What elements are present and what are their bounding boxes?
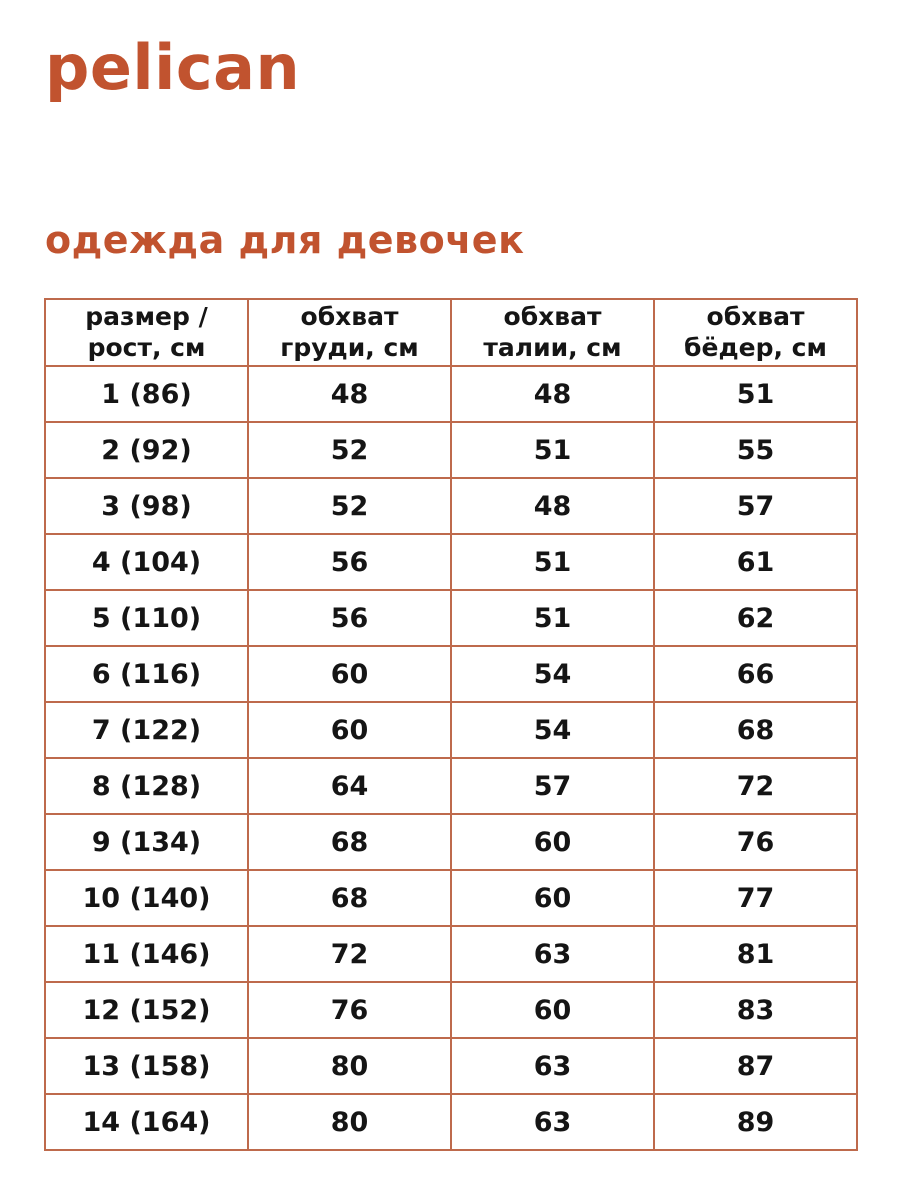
- size-height-cell: 1 (86): [45, 366, 248, 422]
- measurement-cell: 51: [654, 366, 857, 422]
- size-height-cell: 7 (122): [45, 702, 248, 758]
- table-row: [45, 1038, 857, 1094]
- measurement-cell: 57: [654, 478, 857, 534]
- measurement-cell: 54: [451, 702, 654, 758]
- header-line: талии, см: [483, 332, 622, 362]
- size-height-cell: 4 (104): [45, 534, 248, 590]
- measurement-cell: 68: [654, 702, 857, 758]
- table-row: [45, 422, 857, 478]
- table-row: [45, 534, 857, 590]
- header-line: рост, см: [87, 332, 206, 362]
- table-row: [45, 870, 857, 926]
- measurement-cell: 63: [451, 926, 654, 982]
- measurement-cell: 57: [451, 758, 654, 814]
- measurement-cell: 60: [451, 870, 654, 926]
- size-table-body: [45, 366, 857, 1150]
- measurement-cell: 72: [248, 926, 451, 982]
- table-row: [45, 478, 857, 534]
- measurement-cell: 68: [248, 870, 451, 926]
- size-height-cell: 6 (116): [45, 646, 248, 702]
- header-line: обхват: [706, 302, 805, 331]
- measurement-cell: 52: [248, 478, 451, 534]
- measurement-cell: 56: [248, 590, 451, 646]
- header-hips: [654, 299, 857, 366]
- measurement-cell: 80: [248, 1038, 451, 1094]
- header-line: бёдер, см: [684, 332, 827, 362]
- measurement-cell: 68: [248, 814, 451, 870]
- measurement-cell: 80: [248, 1094, 451, 1150]
- page-title: одежда для девочек: [45, 218, 525, 262]
- measurement-cell: 64: [248, 758, 451, 814]
- measurement-cell: 76: [654, 814, 857, 870]
- header-line: размер /: [85, 302, 208, 331]
- table-row: [45, 814, 857, 870]
- size-height-cell: 10 (140): [45, 870, 248, 926]
- measurement-cell: 77: [654, 870, 857, 926]
- table-row: [45, 366, 857, 422]
- measurement-cell: 51: [451, 590, 654, 646]
- measurement-cell: 60: [451, 814, 654, 870]
- measurement-cell: 76: [248, 982, 451, 1038]
- measurement-cell: 89: [654, 1094, 857, 1150]
- measurement-cell: 72: [654, 758, 857, 814]
- measurement-cell: 63: [451, 1038, 654, 1094]
- measurement-cell: 66: [654, 646, 857, 702]
- measurement-cell: 63: [451, 1094, 654, 1150]
- size-height-cell: 3 (98): [45, 478, 248, 534]
- measurement-cell: 60: [248, 702, 451, 758]
- table-row: [45, 926, 857, 982]
- header-line: обхват: [300, 302, 399, 331]
- header-waist: [451, 299, 654, 366]
- measurement-cell: 61: [654, 534, 857, 590]
- size-height-cell: 8 (128): [45, 758, 248, 814]
- measurement-cell: 87: [654, 1038, 857, 1094]
- size-height-cell: 9 (134): [45, 814, 248, 870]
- header-size-height: [45, 299, 248, 366]
- measurement-cell: 60: [451, 982, 654, 1038]
- table-row: [45, 982, 857, 1038]
- measurement-cell: 60: [248, 646, 451, 702]
- measurement-cell: 51: [451, 422, 654, 478]
- measurement-cell: 48: [451, 366, 654, 422]
- table-row: [45, 590, 857, 646]
- table-header-row: [45, 299, 857, 366]
- measurement-cell: 56: [248, 534, 451, 590]
- header-line: обхват: [503, 302, 602, 331]
- measurement-cell: 48: [451, 478, 654, 534]
- header-chest: [248, 299, 451, 366]
- measurement-cell: 54: [451, 646, 654, 702]
- size-height-cell: 2 (92): [45, 422, 248, 478]
- size-height-cell: 12 (152): [45, 982, 248, 1038]
- measurement-cell: 52: [248, 422, 451, 478]
- table-row: [45, 646, 857, 702]
- measurement-cell: 48: [248, 366, 451, 422]
- table-row: [45, 758, 857, 814]
- measurement-cell: 81: [654, 926, 857, 982]
- size-height-cell: 13 (158): [45, 1038, 248, 1094]
- pelican-logo: pelican: [45, 31, 301, 104]
- measurement-cell: 83: [654, 982, 857, 1038]
- table-row: [45, 702, 857, 758]
- measurement-cell: 62: [654, 590, 857, 646]
- table-row: [45, 1094, 857, 1150]
- size-height-cell: 14 (164): [45, 1094, 248, 1150]
- size-table: [44, 298, 858, 1151]
- size-height-cell: 5 (110): [45, 590, 248, 646]
- measurement-cell: 51: [451, 534, 654, 590]
- measurement-cell: 55: [654, 422, 857, 478]
- size-height-cell: 11 (146): [45, 926, 248, 982]
- header-line: груди, см: [280, 332, 419, 362]
